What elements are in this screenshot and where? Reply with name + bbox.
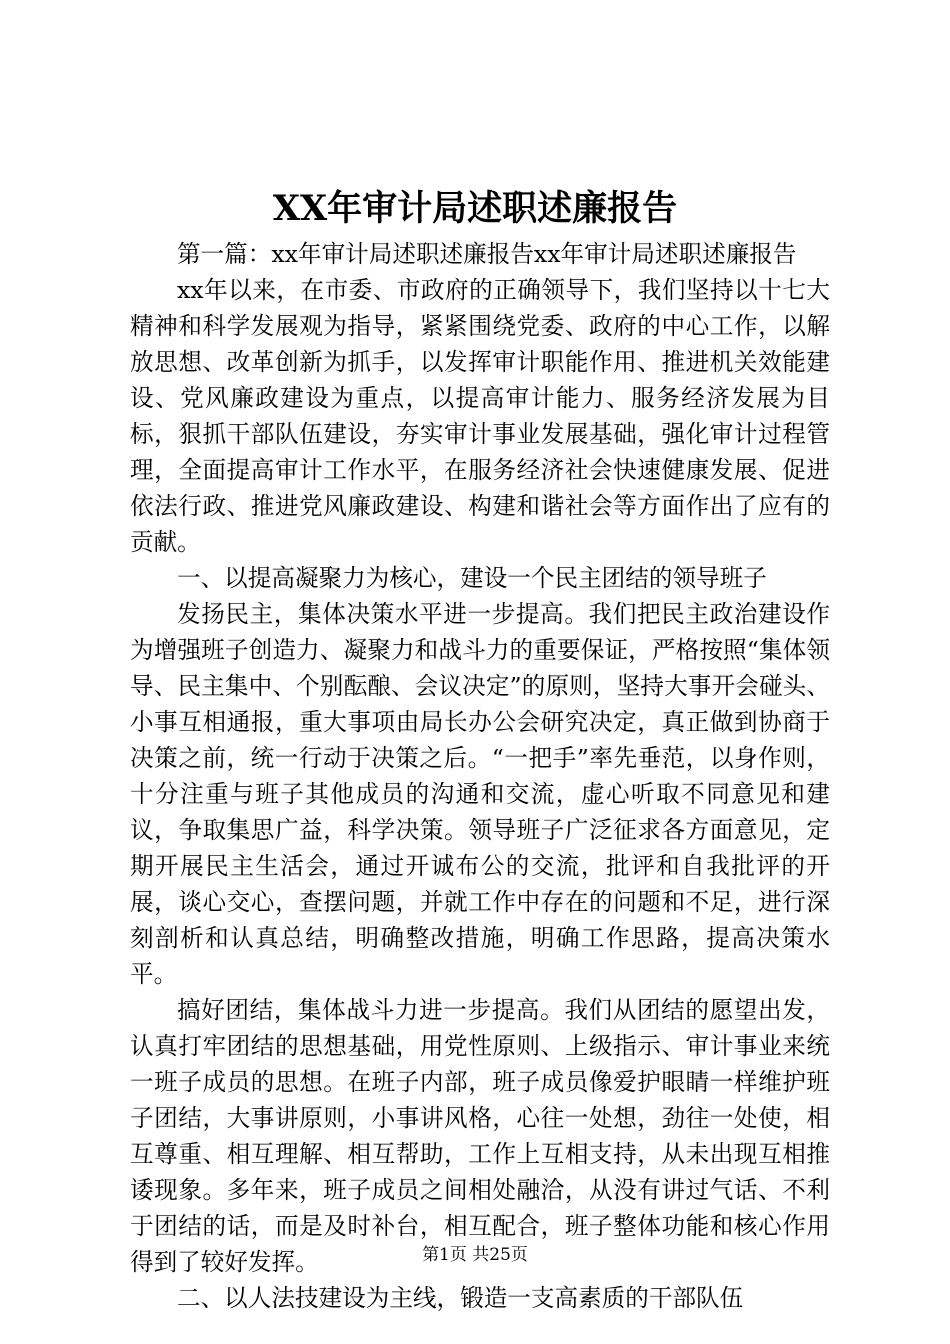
page-number-footer: 第1页 共25页 [422,1245,528,1265]
document-title: XX年审计局述职述廉报告 [272,188,678,229]
document-body [130,236,830,1316]
paragraph-overview: xx年以来，在市委、市政府的正确领导下，我们坚持以十七大精神和科学发展观为指导，紧紧围绕党委、政府的中心工作，以解放思想、改革创新为抓手，以发挥审计职能作用、推进机关效能建设、党风廉政建设为重点，以提高审计能力、服务经济发展为目标，狠抓干部队伍建设，夯实审计事业发展基础，强化审计过程管理，全面提高审计工作水平，在服务经济社会快速健康发展、促进依法行政、推进党风廉政建设、构建和谐社会等方面作出了应有的贡献。 [130,276,830,556]
section-heading-2: 二、以人法技建设为主线，锻造一支高素质的干部队伍 [177,1284,744,1312]
paragraph-intro: 第一篇：xx年审计局述职述廉报告xx年审计局述职述廉报告 [177,240,797,268]
paragraph-unity: 搞好团结，集体战斗力进一步提高。我们从团结的愿望出发，认真打牢团结的思想基础，用党性原则、上级指示、审计事业来统一班子成员的思想。在班子内部，班子成员像爱护眼睛一样维护班子团结，大事讲原则，小事讲风格，心往一处想，劲往一处使，相互尊重、相互理解、相互帮助，工作上互相支持，从未出现互相推诿现象。多年来，班子成员之间相处融洽，从没有讲过气话、不利于团结的话，而是及时补台，相互配合，班子整体功能和核心作用得到了较好发挥。 [130,996,830,1276]
section-heading-1: 一、以提高凝聚力为核心，建设一个民主团结的领导班子 [177,564,767,592]
paragraph-democracy: 发扬民主，集体决策水平进一步提高。我们把民主政治建设作为增强班子创造力、凝聚力和战斗力的重要保证，严格按照“集体领导、民主集中、个别酝酿、会议决定”的原则，坚持大事开会碰头、小事互相通报，重大事项由局长办公会研究决定，真正做到协商于决策之前，统一行动于决策之后。“一把手”率先垂范，以身作则，十分注重与班子其他成员的沟通和交流，虚心听取不同意见和建议，争取集思广益，科学决策。领导班子广泛征求各方面意见，定期开展民主生活会，通过开诚布公的交流，批评和自我批评的开展，谈心交心，查摆问题，并就工作中存在的问题和不足，进行深刻剖析和认真总结，明确整改措施，明确工作思路，提高决策水平。 [130,600,830,988]
